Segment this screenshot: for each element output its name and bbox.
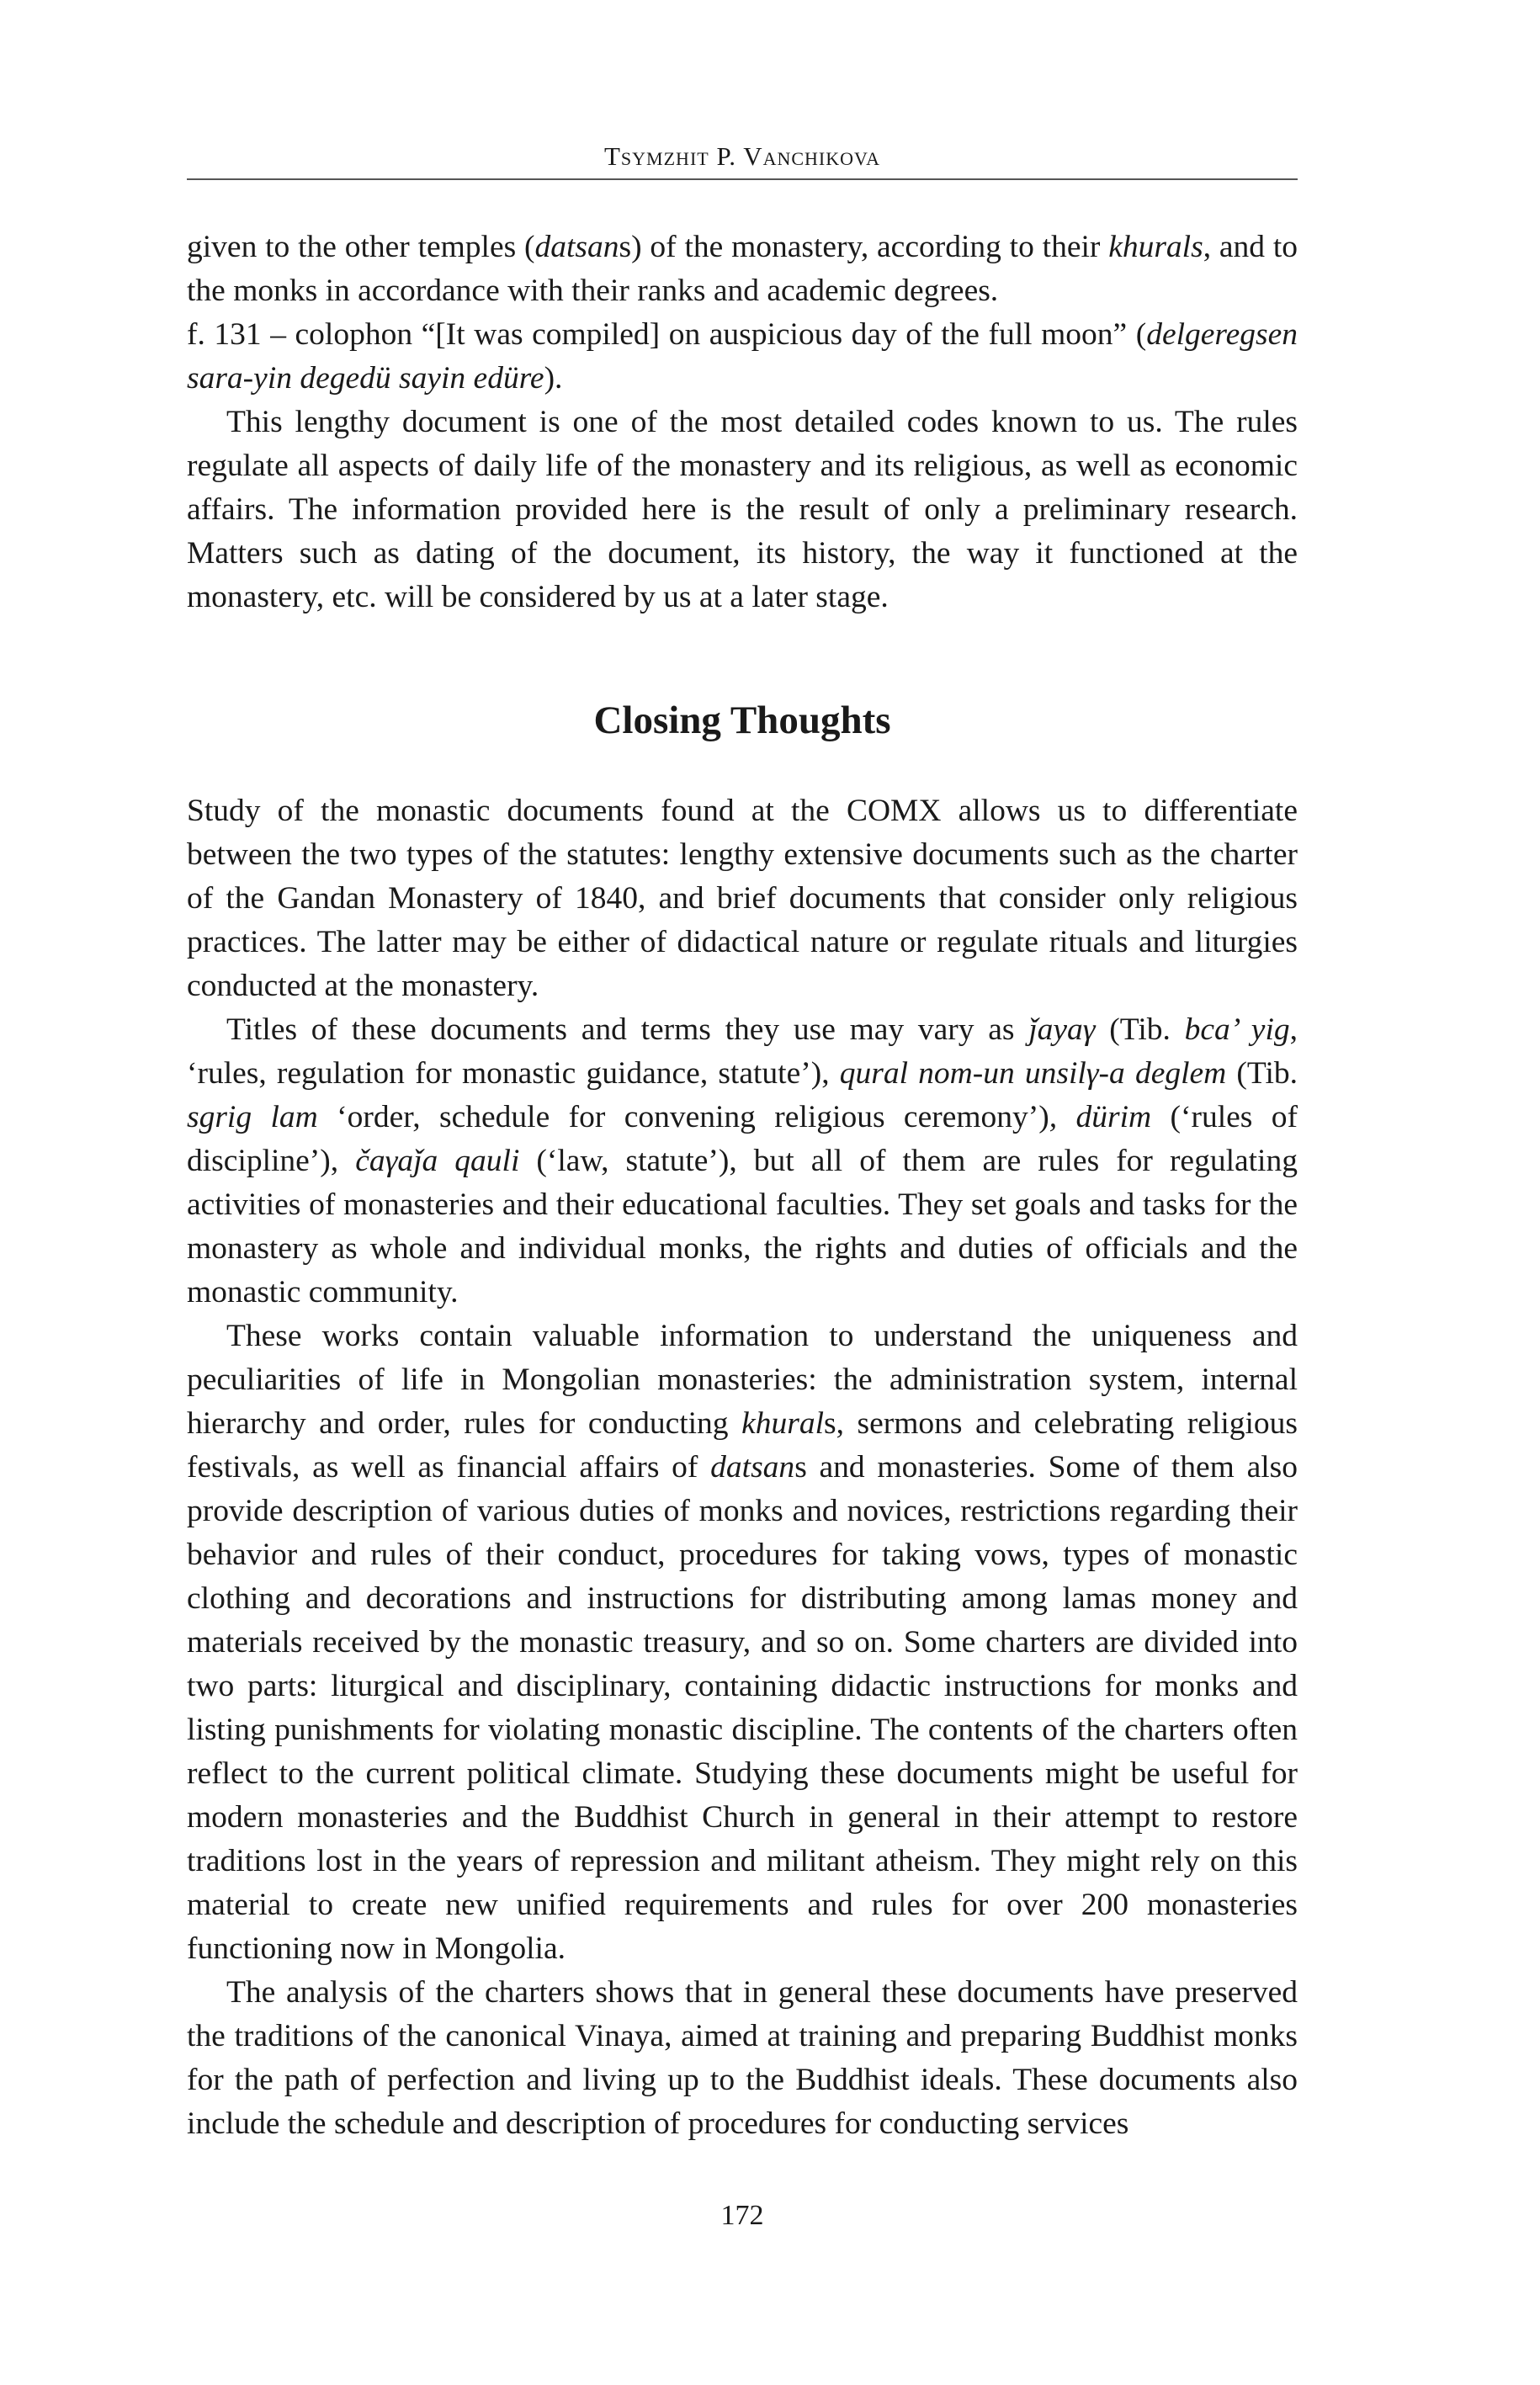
closing-text-block <box>187 789 1298 2146</box>
italic-term: sgrig lam <box>187 1100 318 1134</box>
text-run: s) of the monastery, according to their <box>619 230 1109 264</box>
text-run: (‘law, statute’), but all of them are rules for regulating activities of monasteries and their educational faculties. They set goals and tasks for the monastery as whole and individual monks, the rights and duties of officials and the monastic community. <box>187 1144 1298 1309</box>
page-number: 172 <box>720 2200 764 2231</box>
text-run: ‘order, schedule for convening religious ceremony’) <box>317 1100 1049 1134</box>
text-run: given to the other temples ( <box>187 230 535 264</box>
text-run: These works contain valuable information to understand the uniqueness and peculiarities of life in Mongolian monasteries: the administration system, internal hierarchy and order, rules for conducting <box>187 1319 1298 1441</box>
italic-term: qural nom-un unsilγ-a deglem <box>839 1056 1227 1091</box>
top-text-block <box>187 226 1298 619</box>
text-run: s, sermons and celebrating religious festivals, as well as financial affairs of <box>187 1406 1298 1485</box>
italic-term: čaγaǰa qauli <box>355 1144 520 1178</box>
text-run: (‘rules of discipline’), <box>187 1100 1298 1178</box>
paragraph-continued <box>187 226 1298 313</box>
running-head: Tsymzhit P. Vanchikova <box>604 141 880 171</box>
italic-term: datsan <box>710 1450 795 1485</box>
paragraph-1: Study of the monastic documents found at the COMX allows us to differentiate between the two types of the statutes: lengthy extensive documents such as the charter of the Gandan Monastery of 1840, and brief documents that consider only religious practices. The latter may be either of didactical nature or regulate rituals and liturgies conducted at the monastery. <box>187 794 1298 1003</box>
paragraph-2 <box>187 1008 1298 1315</box>
section-title: Closing Thoughts <box>593 699 891 742</box>
text-run: s and monasteries. Some of them also provide description of various duties of monks and novices, restrictions regarding their behavior and rules of their conduct, procedures for taking vows, types of monastic clothing and decorations and instructions for distributing among lamas money and materials received by the monastic treasury, and so on. Some charters are divided into two parts: liturgical and disciplinary, containing didactic instructions for monks and listing punishments for violating monastic discipline. The contents of the charters often reflect to the current political climate. Studying these documents might be useful for modern monasteries and the Buddhist Church in general in their attempt to restore traditions lost in the years of repression and militant atheism. They might rely on this material to create new unified requirements and rules for over 200 monasteries functioning now in Mongolia. <box>187 1450 1298 1966</box>
italic-term: delgeregsen sara-yin degedü sayin edüre <box>187 317 1298 396</box>
paragraph-summary: This lengthy document is one of the most detailed codes known to us. The rules regulate all aspects of daily life of the monastery and its religious, as well as economic affairs. The information provided here is the result of only a preliminary research. Matters such as dating of the document, its history, the way it functioned at the monastery, etc. will be considered by us at a later stage. <box>187 405 1298 614</box>
text-run: , and to the monks in accordance with their ranks and academic degrees. <box>187 230 1298 308</box>
italic-term: khural <box>741 1406 825 1441</box>
italic-term: bca’ yig <box>1184 1012 1290 1047</box>
text-run: Titles of these documents and terms they use may vary as <box>226 1012 1029 1047</box>
italic-term: ǰayaγ <box>1028 1012 1096 1047</box>
paragraph-colophon <box>187 313 1298 401</box>
text-run: ). <box>544 361 563 396</box>
italic-term: khurals <box>1108 230 1203 264</box>
text-run: (Tib. <box>1226 1056 1298 1091</box>
header-rule <box>187 178 1298 180</box>
paragraph-3 <box>187 1315 1298 1971</box>
text-run: , ‘rules, regulation for monastic guidance, statute’), <box>187 1012 1298 1091</box>
paragraph-4: The analysis of the charters shows that in general these documents have preserved the traditions of the canonical Vinaya, aimed at training and preparing Buddhist monks for the path of perfection and living up to the Buddhist ideals. These documents also include the schedule and description of procedures for conducting services <box>187 1975 1298 2141</box>
text-run: f. 131 – colophon “[It was compiled] on auspicious day of the full moon” ( <box>187 317 1147 352</box>
italic-term: , dürim <box>1049 1100 1152 1134</box>
italic-term: datsan <box>534 230 619 264</box>
text-run: (Tib. <box>1095 1012 1185 1047</box>
